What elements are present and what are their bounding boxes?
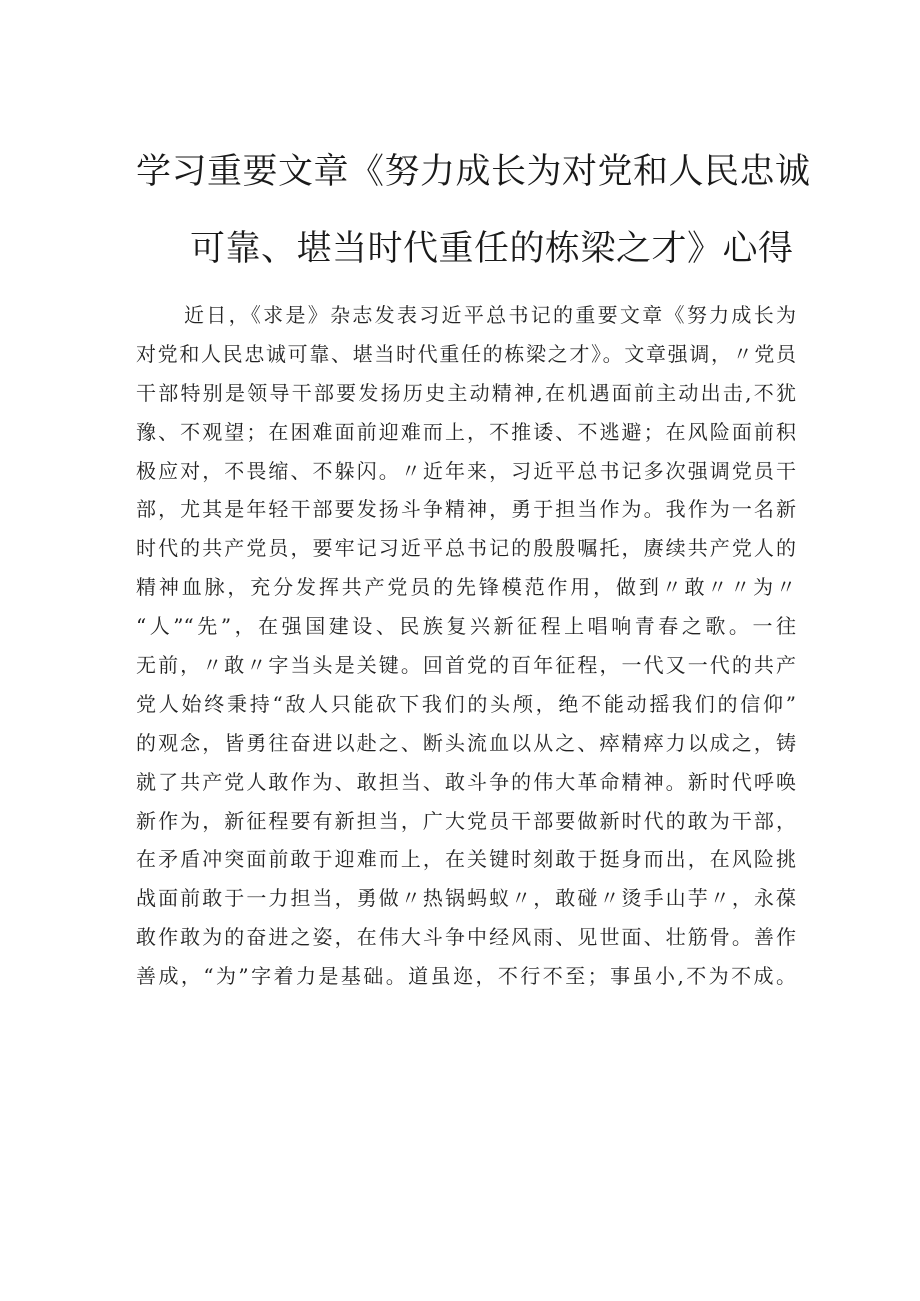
body-line: 敢作敢为的奋进之姿，在伟大斗争中经风雨、见世面、壮筋骨。善作 <box>136 925 796 950</box>
body-line: 部，尤其是年轻干部要发扬斗争精神，勇于担当作为。我作为一名新 <box>136 497 796 522</box>
document-title-line-1: 学习重要文章《努力成长为对党和人民忠诚 <box>136 152 811 192</box>
document-body <box>136 296 796 996</box>
body-line: 就了共产党人敢作为、敢担当、敢斗争的伟大革命精神。新时代呼唤 <box>136 769 796 794</box>
body-line: 党人始终秉持“敌人只能砍下我们的头颅，绝不能动摇我们的信仰” <box>136 691 796 716</box>
body-line: 干部特别是领导干部要发扬历史主动精神,在机遇面前主动出击,不犹 <box>136 380 796 405</box>
body-line: 极应对，不畏缩、不躲闪。〃近年来，习近平总书记多次强调党员干 <box>136 458 796 483</box>
body-line: 在矛盾冲突面前敢于迎难而上，在关键时刻敢于挺身而出，在风险挑 <box>136 847 796 872</box>
body-line: 近日，《求是》杂志发表习近平总书记的重要文章《努力成长为 <box>184 303 796 327</box>
body-line: 对党和人民忠诚可靠、堪当时代重任的栋梁之才》。文章强调，〃党员 <box>136 341 796 366</box>
body-line: 豫、不观望；在困难面前迎难而上，不推诿、不逃避；在风险面前积 <box>136 419 796 444</box>
body-line: 新作为，新征程要有新担当，广大党员干部要做新时代的敢为干部， <box>136 808 796 833</box>
body-line: 善成，“为”字着力是基础。道虽迩，不行不至；事虽小,不为不成。 <box>136 964 796 989</box>
body-line: 战面前敢于一力担当，勇做〃热锅蚂蚁〃，敢碰〃烫手山芋〃，永葆 <box>136 886 796 911</box>
body-line: 的观念，皆勇往奋进以赴之、断头流血以从之、瘁精瘁力以成之，铸 <box>136 730 796 755</box>
body-line: 无前，〃敢〃字当头是关键。回首党的百年征程，一代又一代的共产 <box>136 653 796 678</box>
body-line: “人”“先”，在强国建设、民族复兴新征程上唱响青春之歌。一往 <box>136 614 796 639</box>
body-line: 时代的共产党员，要牢记习近平总书记的殷殷嘱托，赓续共产党人的 <box>136 536 796 561</box>
document-title-line-2: 可靠、堪当时代重任的栋梁之才》心得 <box>190 229 794 269</box>
body-line: 精神血脉，充分发挥共产党员的先锋模范作用，做到〃敢〃〃为〃 <box>136 575 796 600</box>
